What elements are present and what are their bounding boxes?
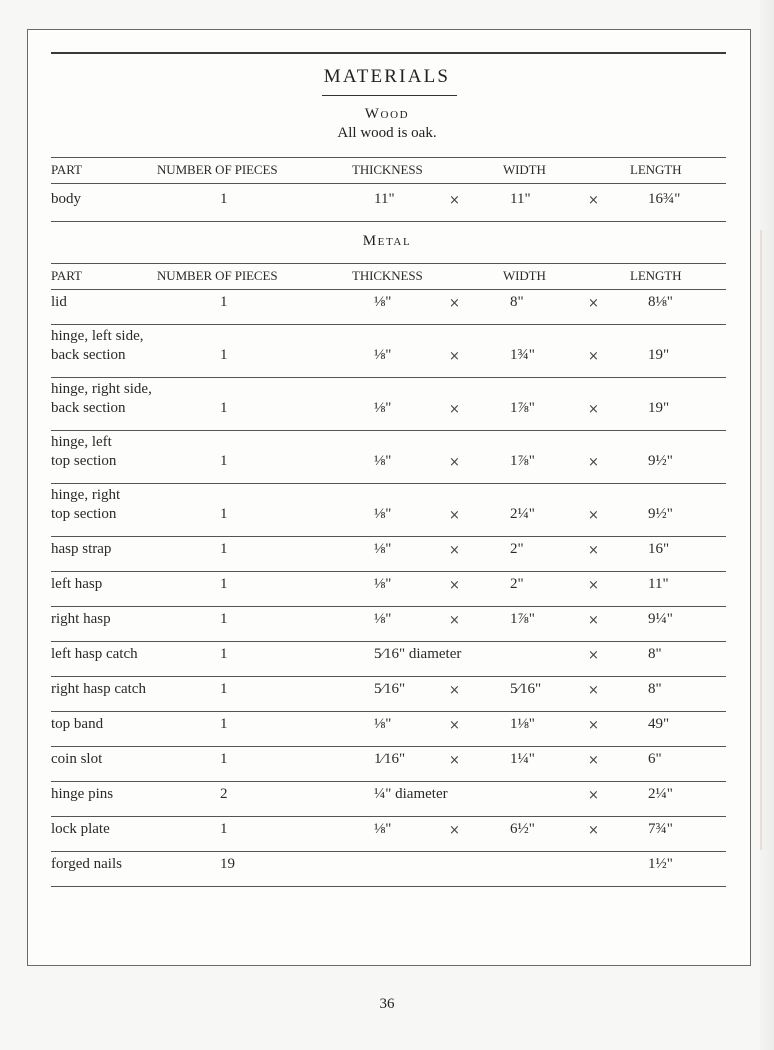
- row-divider: [51, 606, 726, 607]
- page-edge: [760, 0, 774, 1050]
- wood-heading: Wood: [364, 106, 410, 122]
- times-sign: ×: [449, 402, 460, 417]
- top-rule: [51, 52, 726, 54]
- thickness-value: ¼" diameter: [374, 786, 448, 802]
- pieces-count: 1: [220, 646, 228, 662]
- row-divider: [51, 676, 726, 677]
- row-divider: [51, 483, 726, 484]
- part-name: lock plate: [51, 821, 110, 837]
- part-name: forged nails: [51, 856, 122, 872]
- times-sign: ×: [588, 543, 599, 558]
- thickness-value: ⅛": [374, 576, 392, 592]
- times-sign: ×: [449, 455, 460, 470]
- times-sign: ×: [588, 296, 599, 311]
- row-divider: [51, 536, 726, 537]
- length-value: 1½": [648, 856, 673, 872]
- length-value: 8⅛": [648, 294, 673, 310]
- width-value: 1⅞": [510, 453, 535, 469]
- thickness-value: 11": [374, 191, 395, 207]
- thickness-value: ⅛": [374, 453, 392, 469]
- width-value: 1¾": [510, 347, 535, 363]
- times-sign: ×: [588, 349, 599, 364]
- column-header-width: WIDTH: [503, 162, 546, 177]
- pieces-count: 1: [220, 611, 228, 627]
- row-divider: [51, 430, 726, 431]
- thickness-value: ⅛": [374, 400, 392, 416]
- row-divider: [51, 571, 726, 572]
- metal-header-bottom-rule: [51, 289, 726, 290]
- row-divider: [51, 781, 726, 782]
- page-number: 36: [379, 996, 395, 1012]
- page-title: MATERIALS: [323, 66, 451, 87]
- row-divider: [51, 221, 726, 222]
- times-sign: ×: [588, 718, 599, 733]
- times-sign: ×: [449, 349, 460, 364]
- width-value: 2": [510, 541, 524, 557]
- times-sign: ×: [588, 648, 599, 663]
- width-value: 11": [510, 191, 531, 207]
- times-sign: ×: [449, 753, 460, 768]
- times-sign: ×: [588, 613, 599, 628]
- pieces-count: 1: [220, 541, 228, 557]
- length-value: 9½": [648, 453, 673, 469]
- part-name: right hasp catch: [51, 681, 146, 697]
- wood-header-top-rule: [51, 157, 726, 158]
- width-value: 1⅛": [510, 716, 535, 732]
- times-sign: ×: [449, 823, 460, 838]
- part-name: hasp strap: [51, 541, 112, 557]
- row-divider: [51, 816, 726, 817]
- times-sign: ×: [588, 508, 599, 523]
- part-name: lid: [51, 294, 67, 310]
- metal-heading: Metal: [362, 233, 412, 249]
- times-sign: ×: [588, 578, 599, 593]
- times-sign: ×: [449, 613, 460, 628]
- times-sign: ×: [588, 455, 599, 470]
- thickness-value: ⅛": [374, 347, 392, 363]
- pieces-count: 19: [220, 856, 235, 872]
- pieces-count: 2: [220, 786, 228, 802]
- thickness-value: ⅛": [374, 541, 392, 557]
- column-header-length: LENGTH: [630, 162, 682, 177]
- thickness-value: 5⁄16" diameter: [374, 646, 462, 662]
- width-value: 8": [510, 294, 524, 310]
- pieces-count: 1: [220, 453, 228, 469]
- pieces-count: 1: [220, 716, 228, 732]
- row-divider: [51, 324, 726, 325]
- part-name: back section: [51, 347, 126, 363]
- part-name: top section: [51, 506, 117, 522]
- times-sign: ×: [588, 683, 599, 698]
- pieces-count: 1: [220, 506, 228, 522]
- column-header-number-of-pieces: NUMBER OF PIECES: [157, 268, 278, 283]
- thickness-value: 1⁄16": [374, 751, 406, 767]
- length-value: 8": [648, 681, 662, 697]
- width-value: 5⁄16": [510, 681, 542, 697]
- pieces-count: 1: [220, 400, 228, 416]
- column-header-thickness: THICKNESS: [352, 268, 423, 283]
- wood-header-bottom-rule: [51, 183, 726, 184]
- pieces-count: 1: [220, 294, 228, 310]
- row-divider: [51, 641, 726, 642]
- pieces-count: 1: [220, 681, 228, 697]
- part-name: hinge, right side,: [51, 381, 152, 397]
- part-name: right hasp: [51, 611, 111, 627]
- thickness-value: ⅛": [374, 506, 392, 522]
- part-name: top section: [51, 453, 117, 469]
- times-sign: ×: [449, 683, 460, 698]
- row-divider: [51, 377, 726, 378]
- row-divider: [51, 851, 726, 852]
- width-value: 1¼": [510, 751, 535, 767]
- width-value: 1⅞": [510, 400, 535, 416]
- page-edge-tint: [760, 230, 762, 850]
- length-value: 6": [648, 751, 662, 767]
- column-header-number-of-pieces: NUMBER OF PIECES: [157, 162, 278, 177]
- part-name: top band: [51, 716, 104, 732]
- width-value: 6½": [510, 821, 535, 837]
- length-value: 8": [648, 646, 662, 662]
- length-value: 2¼": [648, 786, 673, 802]
- metal-header-top-rule: [51, 263, 726, 264]
- row-divider: [51, 711, 726, 712]
- part-name: hinge, right: [51, 487, 121, 503]
- column-header-thickness: THICKNESS: [352, 162, 423, 177]
- length-value: 9½": [648, 506, 673, 522]
- thickness-value: 5⁄16": [374, 681, 406, 697]
- pieces-count: 1: [220, 576, 228, 592]
- thickness-value: ⅛": [374, 294, 392, 310]
- pieces-count: 1: [220, 191, 228, 207]
- width-value: 2": [510, 576, 524, 592]
- width-value: 1⅞": [510, 611, 535, 627]
- times-sign: ×: [449, 543, 460, 558]
- title-underline: [322, 95, 457, 96]
- times-sign: ×: [449, 193, 460, 208]
- times-sign: ×: [588, 402, 599, 417]
- length-value: 11": [648, 576, 669, 592]
- part-name: back section: [51, 400, 126, 416]
- column-header-part: PART: [51, 162, 82, 177]
- length-value: 16": [648, 541, 670, 557]
- column-header-length: LENGTH: [630, 268, 682, 283]
- part-name: hinge pins: [51, 786, 114, 802]
- column-header-width: WIDTH: [503, 268, 546, 283]
- row-divider: [51, 886, 726, 887]
- length-value: 49": [648, 716, 670, 732]
- length-value: 19": [648, 400, 670, 416]
- pieces-count: 1: [220, 751, 228, 767]
- times-sign: ×: [449, 296, 460, 311]
- length-value: 19": [648, 347, 670, 363]
- row-divider: [51, 746, 726, 747]
- length-value: 7¾": [648, 821, 673, 837]
- times-sign: ×: [588, 193, 599, 208]
- part-name: body: [51, 191, 81, 207]
- column-header-part: PART: [51, 268, 82, 283]
- part-name: coin slot: [51, 751, 103, 767]
- part-name: hinge, left side,: [51, 328, 144, 344]
- part-name: hinge, left: [51, 434, 112, 450]
- wood-note: All wood is oak.: [337, 125, 437, 141]
- pieces-count: 1: [220, 347, 228, 363]
- width-value: 2¼": [510, 506, 535, 522]
- thickness-value: ⅛": [374, 821, 392, 837]
- times-sign: ×: [588, 823, 599, 838]
- times-sign: ×: [588, 788, 599, 803]
- times-sign: ×: [449, 508, 460, 523]
- part-name: left hasp: [51, 576, 103, 592]
- times-sign: ×: [449, 718, 460, 733]
- thickness-value: ⅛": [374, 716, 392, 732]
- length-value: 16¾": [648, 191, 681, 207]
- part-name: left hasp catch: [51, 646, 138, 662]
- times-sign: ×: [588, 753, 599, 768]
- pieces-count: 1: [220, 821, 228, 837]
- length-value: 9¼": [648, 611, 673, 627]
- thickness-value: ⅛": [374, 611, 392, 627]
- times-sign: ×: [449, 578, 460, 593]
